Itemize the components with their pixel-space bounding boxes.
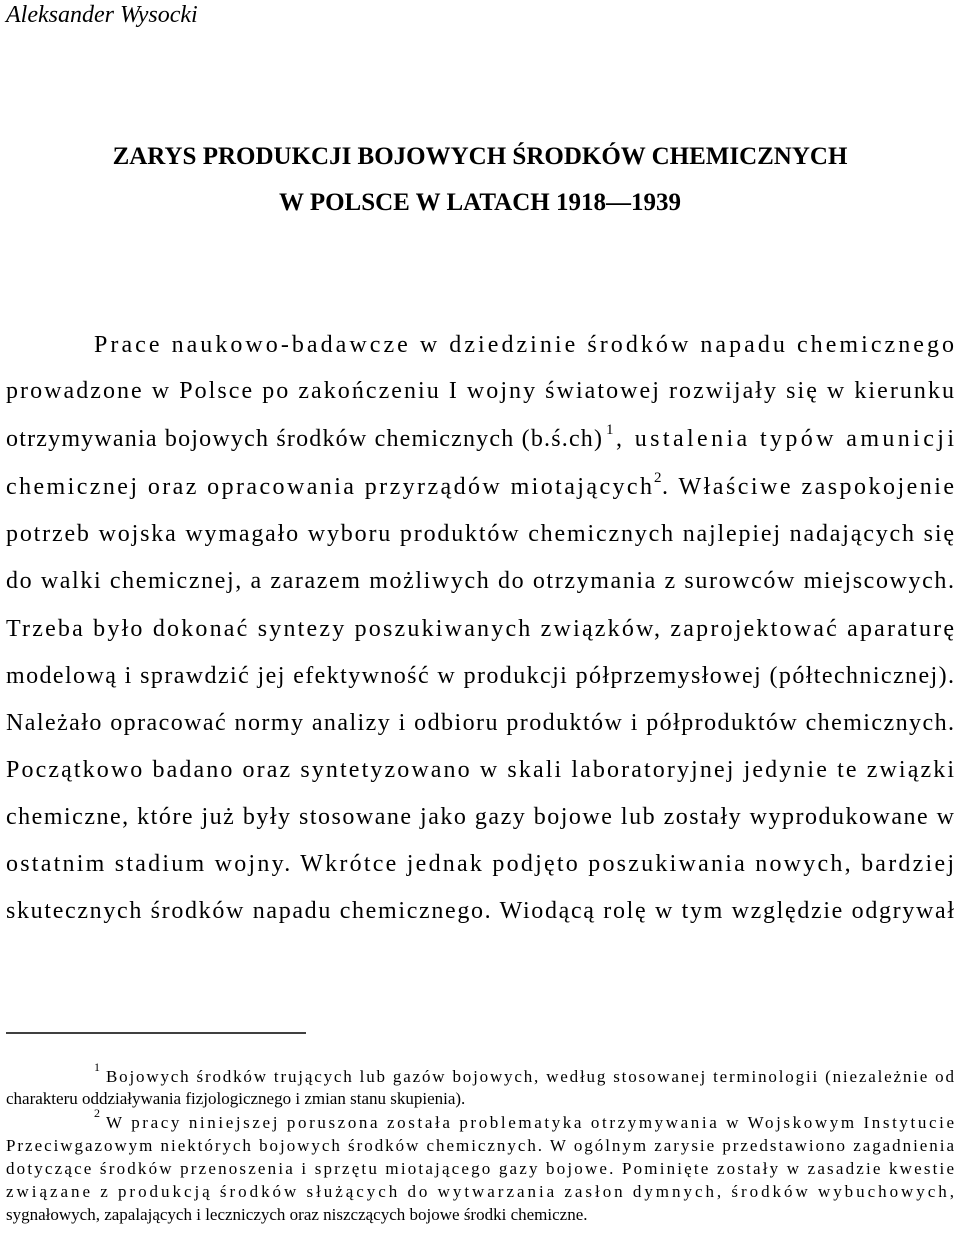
body-line-3a: otrzymywania bojowych środków chemicznych (b.ś.ch)	[6, 426, 602, 452]
body-line-3b: , ustalenia typów amunicji	[616, 426, 954, 452]
footnote-ref-2: 2	[654, 470, 662, 486]
body-line-2: prowadzone w Polsce po zakończeniu I wojny światowej rozwijały się w kierunku	[6, 378, 954, 404]
body-line-7: Trzeba było dokonać syntezy poszukiwanych związków, zaprojektować aparaturę	[6, 616, 954, 642]
body-line-12: ostatnim stadium wojny. Wkrótce jednak podjęto poszukiwania nowych, bardziej	[6, 851, 955, 877]
body-line-11: chemiczne, które już były stosowane jako gazy bojowe lub zostały wyprodukowane w	[6, 804, 954, 830]
footnote-1-number: 1	[94, 1060, 100, 1074]
body-line-13: skutecznych środków napadu chemicznego. Wiodącą rolę w tym względzie odgrywał	[6, 898, 955, 924]
footnote-2-line-5: sygnałowych, zapalających i leczniczych oraz niszczących bojowe środki chemiczne.	[6, 1205, 588, 1224]
footnote-1-line-2: charakteru oddziaływania fizjologicznego i zmian stanu skupienia).	[6, 1089, 466, 1108]
body-line-4b: . Właściwe zaspokojenie	[662, 474, 954, 500]
footnote-2-line-3: dotyczące środków przenoszenia i sprzętu miotającego gazy bojowe. Pominięte zostały w zasadzie kwestie	[6, 1159, 954, 1178]
body-line-8: modelową i sprawdzić jej efektywność w produkcji półprzemysłowej (półtechnicznej).	[6, 663, 954, 689]
title-line-1: ZARYS PRODUKCJI BOJOWYCH ŚRODKÓW CHEMICZNYCH	[112, 143, 848, 170]
body-line-6: do walki chemicznej, a zarazem możliwych do otrzymania z surowców miejscowych.	[6, 568, 954, 594]
footnote-2-number: 2	[94, 1106, 100, 1120]
footnote-1-line-1: Bojowych środków trujących lub gazów bojowych, według stosowanej terminologii (niezależnie od	[106, 1067, 954, 1086]
author-name: Aleksander Wysocki	[6, 2, 198, 28]
footnote-2-line-2: Przeciwgazowym niektórych bojowych środków chemicznych. W ogólnym zarysie przedstawiono zagadnienia	[6, 1136, 955, 1155]
body-line-10: Początkowo badano oraz syntetyzowano w skali laboratoryjnej jedynie te związki	[6, 757, 955, 783]
body-line-4a: chemicznej oraz opracowania przyrządów miotających	[6, 474, 652, 500]
footnote-2-line-1: W pracy niniejszej poruszona została problematyka otrzymywania w Wojskowym Instytucie	[106, 1113, 954, 1132]
footnote-2-line-4: związane z produkcją środków służących do wytwarzania zasłon dymnych, środków wybuchowych,	[6, 1182, 954, 1201]
footnote-ref-1: 1	[606, 422, 614, 438]
body-line-5: potrzeb wojska wymagało wyboru produktów chemicznych najlepiej nadających się	[6, 521, 955, 547]
body-line-1: Prace naukowo-badawcze w dziedzinie środków napadu chemicznego	[94, 332, 955, 358]
title-line-2: W POLSCE W LATACH 1918—1939	[279, 189, 681, 216]
body-line-9: Należało opracować normy analizy i odbioru produktów i półproduktów chemicznych.	[6, 710, 955, 736]
